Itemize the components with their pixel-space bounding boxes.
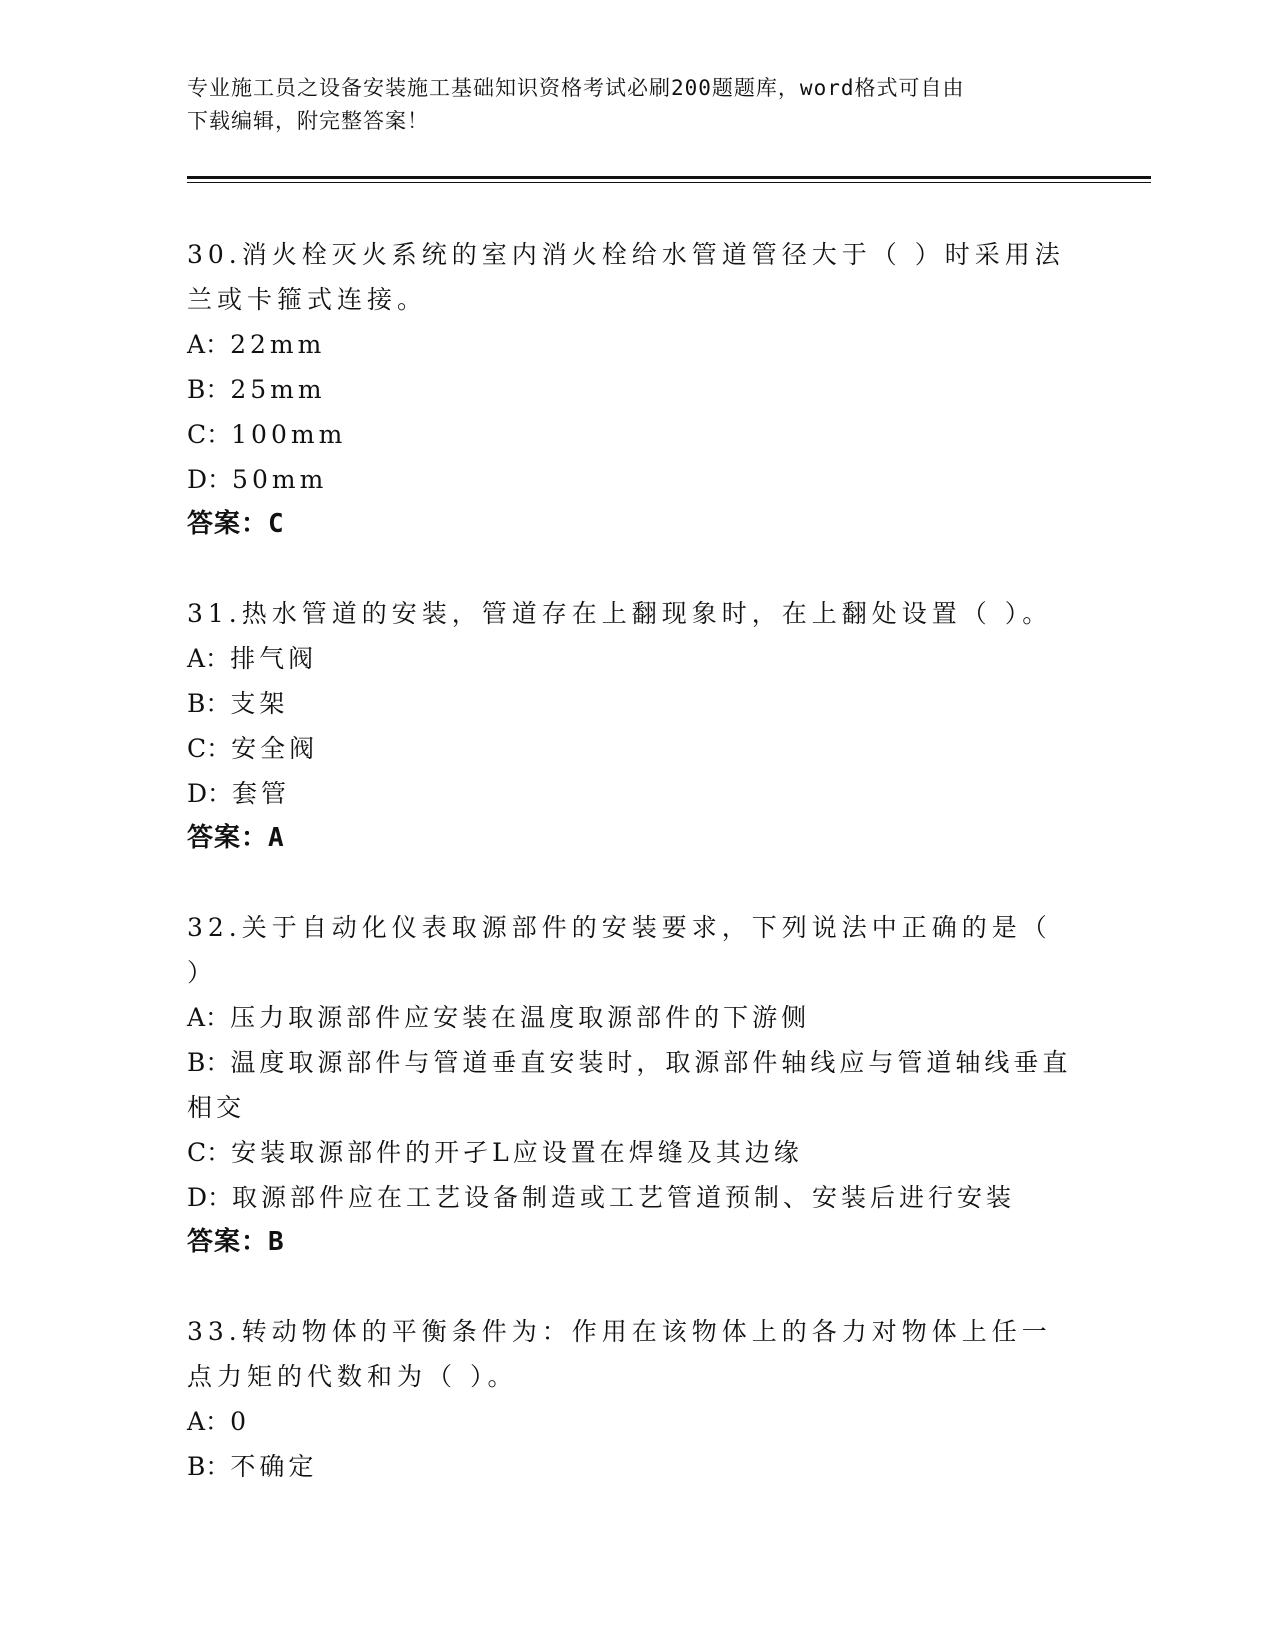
option-d [187, 1175, 1077, 1220]
question-stem: 32.关于自动化仪表取源部件的安装要求，下列说法中正确的是（ ） [187, 913, 1052, 987]
header-divider-thin [187, 182, 1151, 183]
option-a [187, 995, 1077, 1040]
option-text: 取源部件应在工艺设备制造或工艺管道预制、安装后进行安装 [232, 1183, 1016, 1212]
option-b [187, 681, 1077, 726]
option-key: D： [187, 1183, 233, 1212]
option-a [187, 322, 1077, 367]
option-key: B： [187, 1048, 231, 1077]
option-key: D： [187, 465, 233, 494]
question-33 [187, 1309, 1077, 1489]
option-text: 25mm [230, 375, 326, 404]
question-30 [187, 232, 1077, 547]
option-key: C： [187, 734, 232, 763]
option-key: A： [187, 644, 231, 673]
header-line-2: 下载编辑，附完整答案！ [187, 109, 429, 133]
option-d [187, 771, 1077, 816]
question-stem: 31.热水管道的安装，管道存在上翻现象时，在上翻处设置（ ）。 [187, 599, 1053, 628]
option-b [187, 1444, 1077, 1489]
option-text: 22mm [230, 330, 326, 359]
answer-label: 答案：C [187, 509, 285, 539]
option-a [187, 1399, 1077, 1444]
option-text: 不确定 [230, 1452, 318, 1481]
option-key: A： [187, 330, 231, 359]
option-c [187, 726, 1077, 771]
option-text: 安装取源部件的开孑L应设置在焊缝及其边缘 [231, 1138, 803, 1167]
option-key: B： [187, 1452, 231, 1481]
option-text: 温度取源部件与管道垂直安装时，取源部件轴线应与管道轴线垂直相交 [187, 1048, 1072, 1122]
question-32 [187, 905, 1077, 1265]
header-line-1: 专业施工员之设备安装施工基础知识资格考试必刷200题题库，word格式可自由 [187, 76, 965, 100]
option-d [187, 457, 1077, 502]
option-key: A： [187, 1407, 231, 1436]
option-text: 支架 [230, 689, 289, 718]
option-c [187, 412, 1077, 457]
option-text: 100mm [231, 420, 347, 449]
option-b [187, 1040, 1077, 1130]
option-key: C： [187, 420, 232, 449]
option-text: 安全阀 [231, 734, 319, 763]
question-stem: 30.消火栓灭火系统的室内消火栓给水管道管径大于（ ）时采用法兰或卡箍式连接。 [187, 240, 1065, 314]
question-list [187, 232, 1077, 1533]
option-key: D： [187, 779, 233, 808]
option-key: A： [187, 1003, 231, 1032]
answer-label: 答案：B [187, 1227, 285, 1257]
option-text: 套管 [232, 779, 291, 808]
option-key: B： [187, 689, 231, 718]
option-text: 压力取源部件应安装在温度取源部件的下游侧 [230, 1003, 811, 1032]
question-31 [187, 591, 1077, 861]
option-c [187, 1130, 1077, 1175]
option-text: 0 [230, 1407, 250, 1436]
option-key: C： [187, 1138, 232, 1167]
option-key: B： [187, 375, 231, 404]
option-a [187, 636, 1077, 681]
answer-label: 答案：A [187, 823, 285, 853]
option-text: 排气阀 [230, 644, 318, 673]
option-text: 50mm [232, 465, 328, 494]
question-stem: 33.转动物体的平衡条件为：作用在该物体上的各力对物体上任一点力矩的代数和为（ ）。 [187, 1317, 1052, 1391]
option-b [187, 367, 1077, 412]
document-header [187, 72, 1067, 138]
header-divider-thick [187, 176, 1151, 179]
